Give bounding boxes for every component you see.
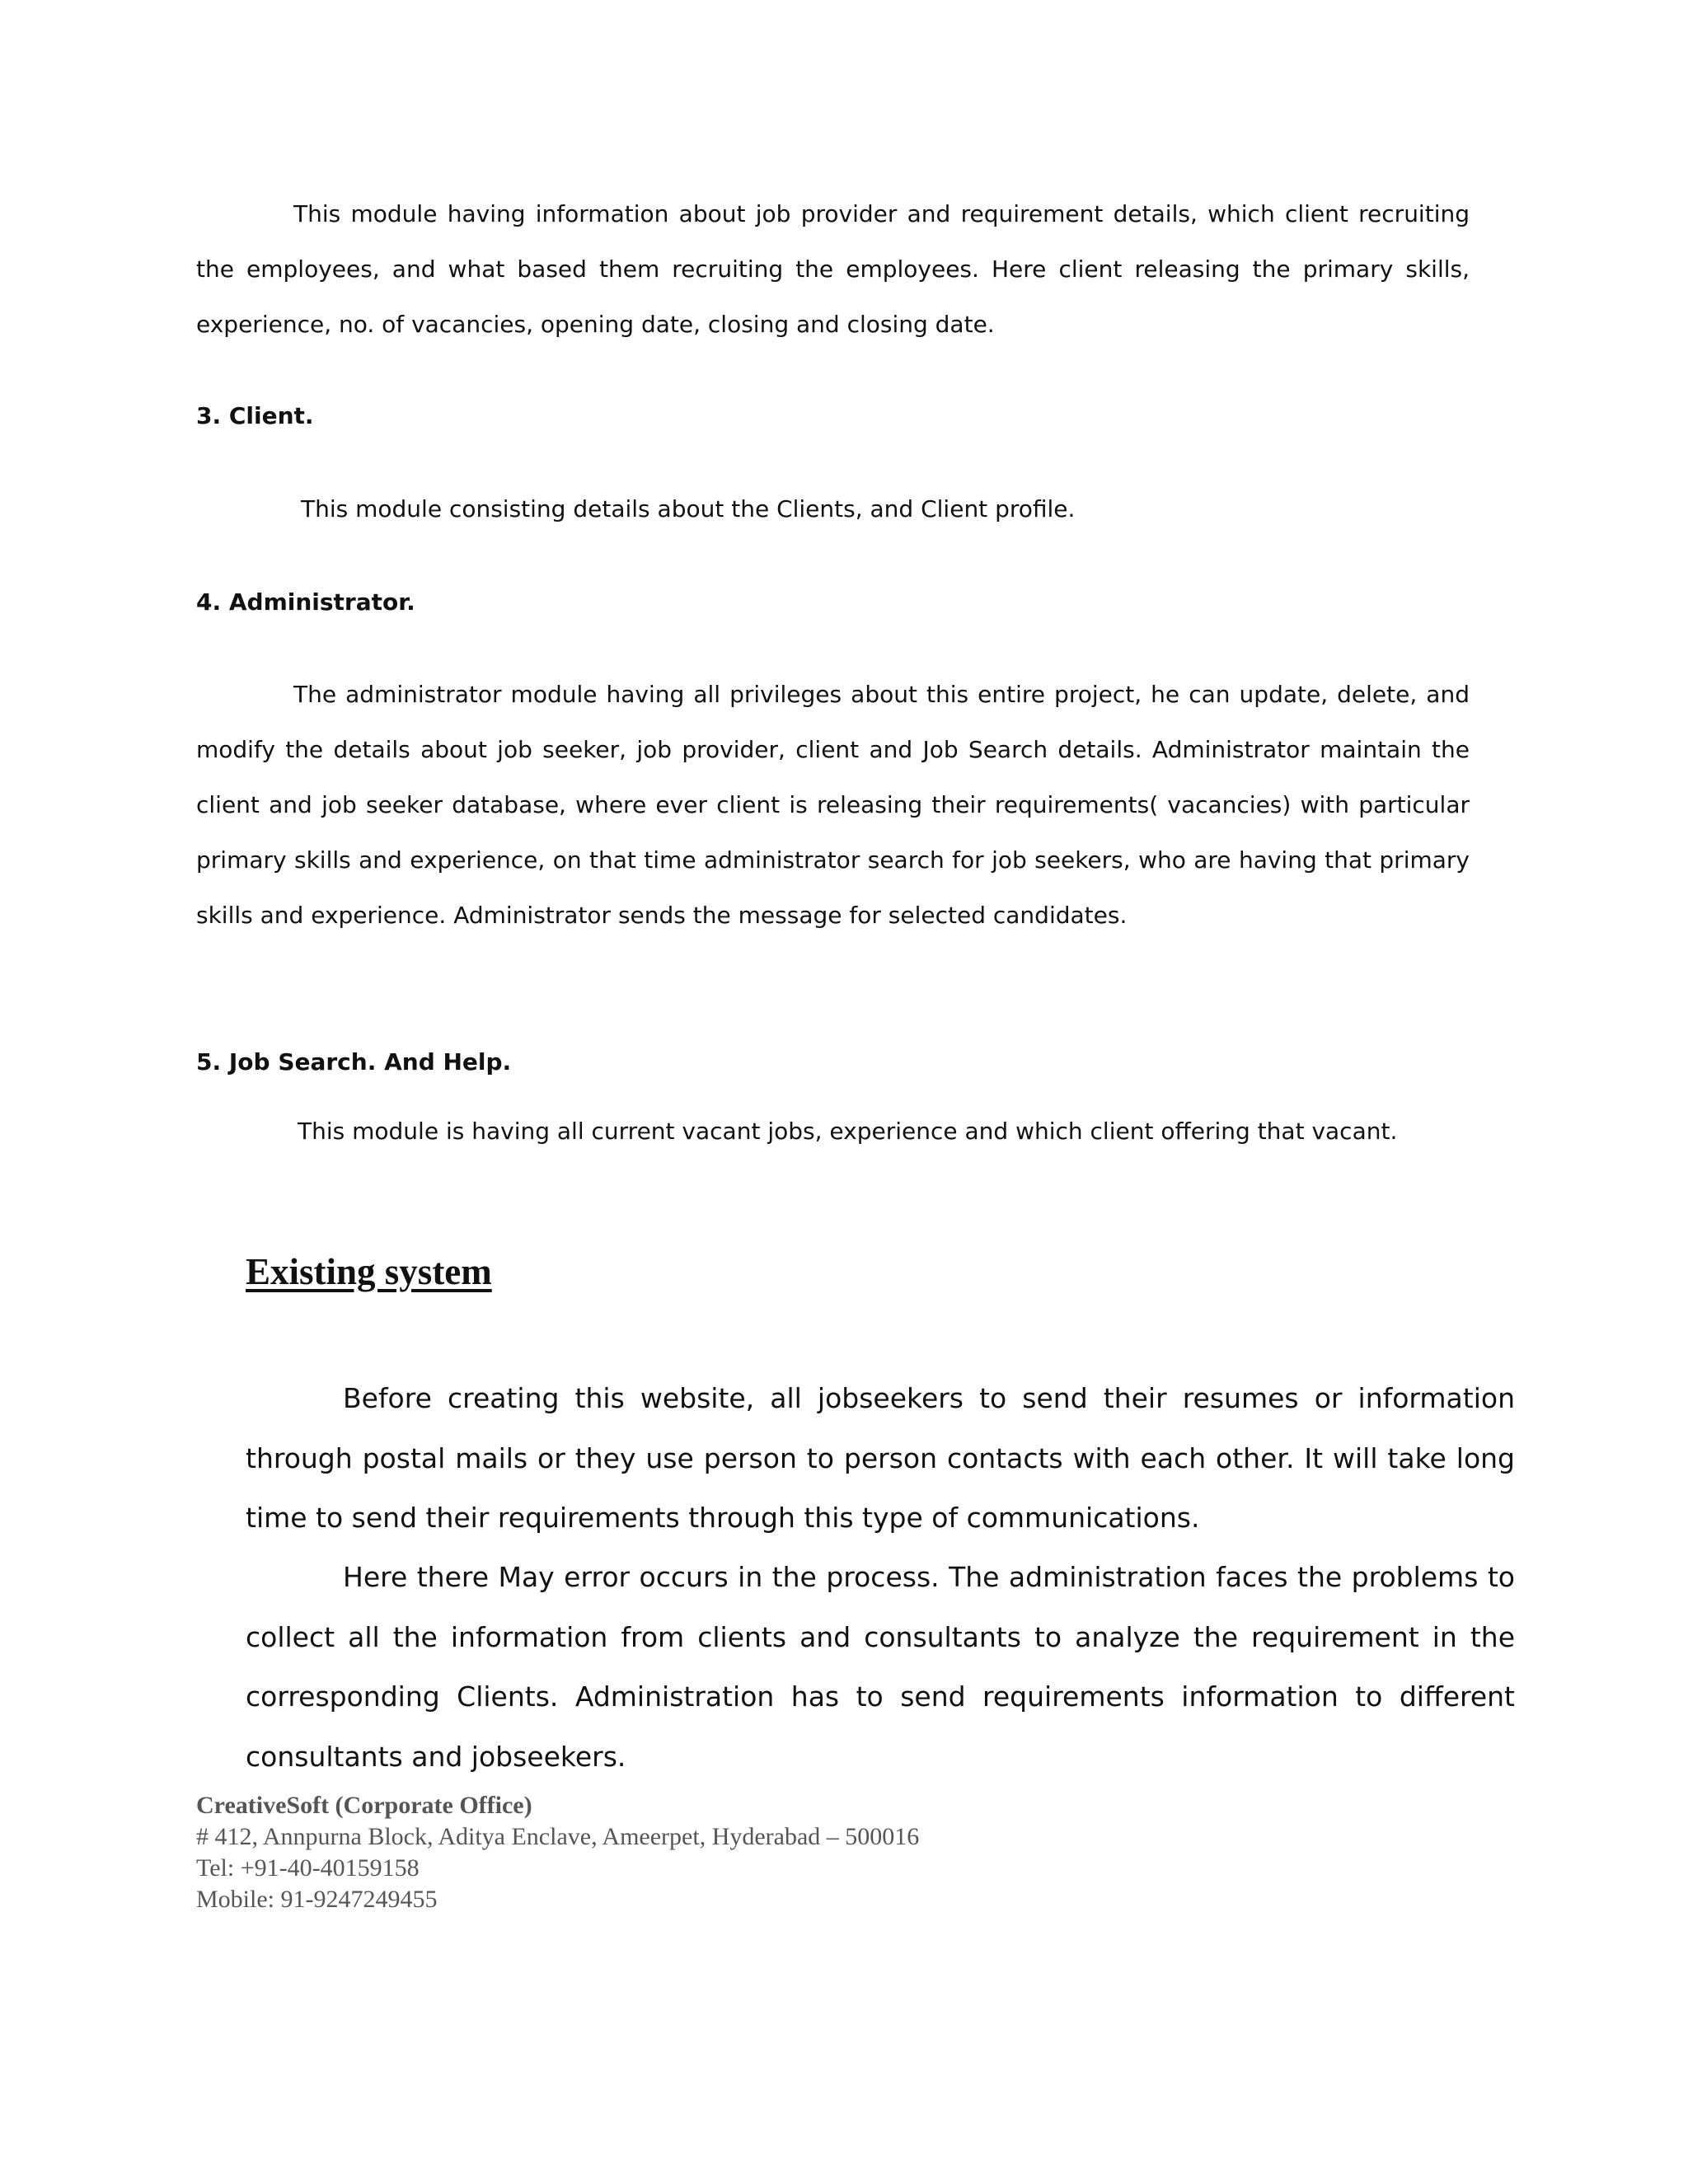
existing-system-title: Existing system <box>246 1251 492 1292</box>
office-footer <box>196 1790 919 1915</box>
footer-telephone: Tel: +91-40-40159158 <box>196 1854 420 1882</box>
existing-system-paragraph-2: Here there May error occurs in the process. The administration faces the problems to collect all the information from clients and consultants to analyze the requirement in the corresponding Clients. Administration has to send requirements information to different consultants and jobseekers. <box>246 1561 1515 1773</box>
client-heading: 3. Client. <box>196 402 314 429</box>
job-search-description: This module is having all current vacant jobs, experience and which client offering that vacant. <box>298 1118 1398 1145</box>
existing-system-paragraph-1: Before creating this website, all jobseekers to send their resumes or information through postal mails or they use person to person contacts with each other. It will take long time to send their requirements through this type of communications. <box>246 1382 1515 1534</box>
administrator-description: The administrator module having all privileges about this entire project, he can update, delete, and modify the details about job seeker, job provider, client and Job Search details. Administrator maintain the client and job seeker database, where ever client is releasing their requirements( vacancies) with particular primary skills and experience, on that time administrator search for job seekers, who are having that primary skills and experience. Administrator sends the message for selected candidates. <box>196 681 1470 929</box>
footer-mobile: Mobile: 91-9247249455 <box>196 1886 438 1913</box>
job-search-heading: 5. Job Search. And Help. <box>196 1048 512 1076</box>
module-intro-paragraph: This module having information about job provider and requirement details, which client recruiting the employees, and what based them recruiting the employees. Here client releasing the primary skills, experience, no. of vacancies, opening date, closing and closing date. <box>196 200 1470 338</box>
footer-company-name: CreativeSoft (Corporate Office) <box>196 1792 532 1819</box>
footer-address: # 412, Annpurna Block, Aditya Enclave, Ameerpet, Hyderabad – 500016 <box>196 1823 920 1850</box>
client-description: This module consisting details about the Clients, and Client profile. <box>301 495 1076 523</box>
administrator-heading: 4. Administrator. <box>196 588 415 616</box>
